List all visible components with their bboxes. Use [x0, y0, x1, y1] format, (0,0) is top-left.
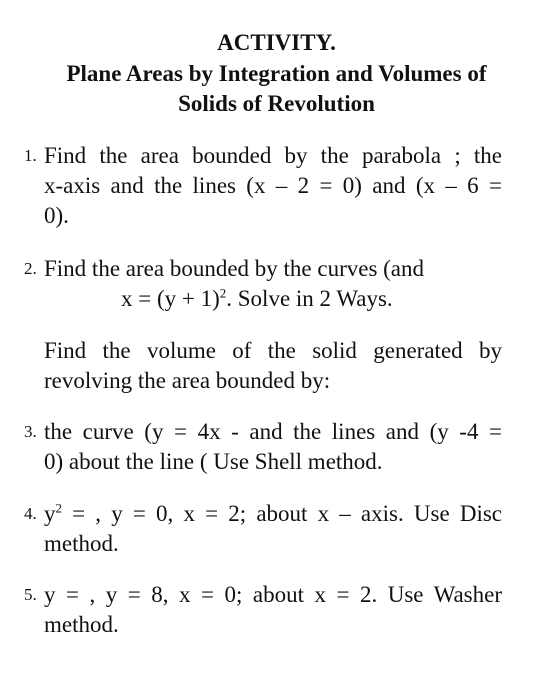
item-2-line-2 [121, 285, 393, 313]
item-2-exponent: 2 [219, 285, 227, 301]
item-number-1: 1. [24, 146, 37, 165]
item-4-exponent: 2 [55, 500, 62, 516]
item-number-4: 4. [24, 504, 37, 523]
item-3-line-1: the curve (y = 4x - and the lines and (y -4 = [44, 419, 502, 444]
item-4-statement: = , y = 0, x = 2; about x – axis. Use Disc [62, 501, 502, 526]
item-2-equation: x = (y + 1) [121, 286, 220, 311]
item-number-3: 3. [24, 422, 37, 441]
item-number-5: 5. [24, 585, 37, 604]
item-number-2: 2. [24, 259, 37, 278]
item-1-line-1: Find the area bounded by the parabola ; the [44, 143, 502, 168]
item-2-line-1: Find the area bounded by the curves (and [44, 256, 425, 281]
item-2-instruction: . Solve in 2 Ways. [226, 286, 393, 311]
item-5-line-2: method. [44, 612, 119, 637]
item-1-line-3: 0). [44, 203, 69, 228]
item-4-variable: y [44, 501, 56, 526]
item-4-line-1 [44, 500, 502, 528]
item-4-line-2: method. [44, 531, 119, 556]
activity-heading: ACTIVITY. [217, 30, 336, 55]
topic-title-line-1: Plane Areas by Integration and Volumes of [66, 61, 487, 86]
item-5-line-1: y = , y = 8, x = 0; about x = 2. Use Washer [44, 582, 502, 607]
volume-intro-line-1: Find the volume of the solid generated by [44, 338, 502, 363]
volume-intro-line-2: revolving the area bounded by: [44, 368, 331, 393]
item-3-line-2: 0) about the line ( Use Shell method. [44, 449, 383, 474]
topic-title-line-2: Solids of Revolution [178, 91, 375, 116]
item-1-line-2: x-axis and the lines (x – 2 = 0) and (x – 6 = [44, 173, 502, 198]
